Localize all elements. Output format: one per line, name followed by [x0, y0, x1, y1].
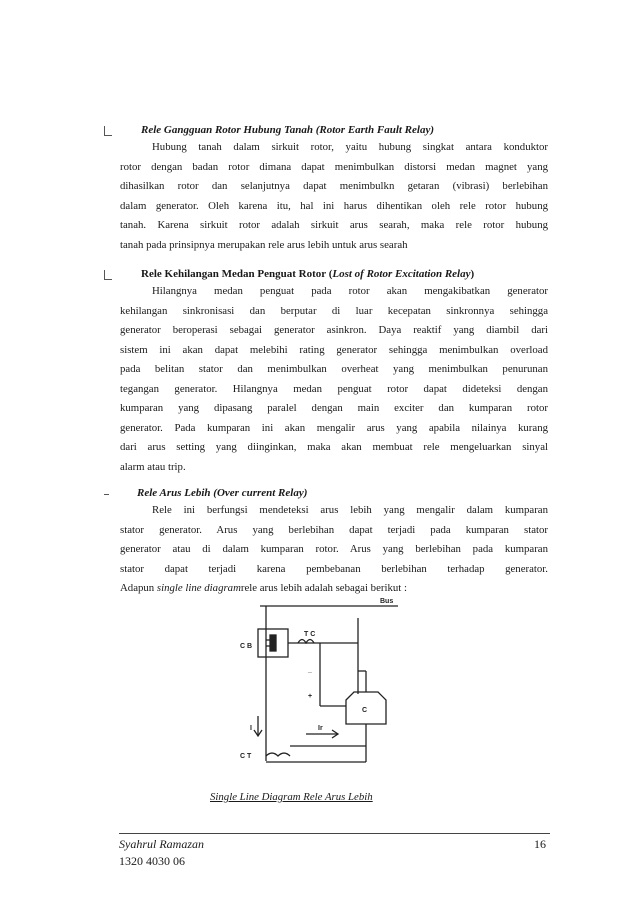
bullet-icon: [104, 270, 112, 280]
label-i: I: [250, 725, 252, 732]
current-transformer: [266, 753, 290, 756]
text-line: Hilangnya medan penguat pada rotor akan mengakibatkan generator: [152, 285, 548, 297]
text-line: generator beroperasi sebagai generator asinkron. Daya reaktif yang diambil dari: [120, 324, 548, 336]
section-paragraph: [120, 501, 548, 599]
section-paragraph: [120, 138, 548, 255]
text-line: kumparan yang dipasang paralel dengan main exciter dan kumparan rotor: [120, 402, 548, 414]
text-line: rotor dengan badan rotor dimana dapat menimbulkan distorsi medan magnet yang: [120, 160, 548, 173]
text-line: tegangan generator. Hilangnya medan penguat rotor dapat dideteksi dengan: [120, 382, 548, 395]
section-heading: [141, 266, 548, 282]
text-run-italic: single line diagram: [156, 582, 241, 594]
heading-end: ): [470, 268, 475, 280]
bullet-icon: [104, 489, 109, 495]
text-line: stator dapat terjadi karena pembebanan berlebihan terhadap generator.: [120, 562, 548, 575]
label-bus: Bus: [380, 598, 394, 605]
text-run: rele arus lebih adalah sebagai berikut :: [240, 582, 407, 594]
text-line: generator atau di dalam kumparan rotor. Arus yang berlebihan pada kumparan: [120, 543, 548, 555]
section-rotor-earth-fault: [104, 122, 548, 255]
label-plus: +: [308, 693, 313, 700]
bullet-icon: [104, 126, 112, 136]
text-line: Hubung tanah dalam sirkuit rotor, yaitu hubung singkat antara konduktor: [152, 141, 548, 153]
section-overcurrent: [104, 485, 548, 599]
text-line: dalam generator. Oleh karena itu, hal ini harus dihentikan oleh rele rotor hubung: [120, 199, 548, 212]
text-line: kehilangan sinkronisasi dan berputar di luar kecepatan sinkronnya sehingga: [120, 304, 548, 317]
footer-divider: [119, 833, 550, 834]
text-line: tanah pada prinsipnya merupakan rele arus lebih untuk arus searah: [120, 238, 408, 251]
text-line: dari arus setting yang diinginkan, maka akan membuat rele mengeluarkan sinyal: [120, 441, 548, 453]
footer-author: Syahrul Ramazan: [119, 837, 204, 851]
text-line: sistem ini akan dapat melebihi rating generator sehingga menimbulkan overload: [120, 343, 548, 356]
page-number: 16: [534, 837, 546, 851]
text-run: Adapun: [120, 582, 157, 594]
label-tc: T C: [304, 631, 316, 638]
section-heading: Rele Gangguan Rotor Hubung Tanah (Rotor Earth Fault Relay): [141, 124, 434, 136]
label-minus: _: [308, 667, 312, 674]
text-line: alarm atau trip.: [120, 460, 186, 473]
label-c: C: [362, 707, 368, 714]
heading-main: Rele Kehilangan Medan Penguat Rotor (: [141, 268, 333, 280]
single-line-diagram: [238, 596, 413, 786]
section-loss-of-excitation: [104, 266, 548, 477]
footer-student-id: 1320 4030 06: [119, 854, 185, 868]
text-line: Rele ini berfungsi mendeteksi arus lebih yang mengalir dalam kumparan: [152, 504, 548, 516]
text-line: generator. Pada kumparan ini akan mengalir arus yang apabila nilainya kurang: [120, 421, 548, 434]
section-paragraph: [120, 282, 548, 477]
heading-italic: Lost of Rotor Excitation Relay: [332, 268, 471, 280]
text-line: pada belitan stator dan menimbulkan overheat yang menimbulkan penurunan: [120, 363, 548, 375]
label-ir: Ir: [318, 725, 323, 732]
section-heading: Rele Arus Lebih (Over current Relay): [137, 487, 308, 499]
figure-caption: Single Line Diagram Rele Arus Lebih: [210, 791, 373, 803]
text-line: dihasilkan rotor dan selanjutnya dapat menimbulkn getaran (vibrasi) berlebihan: [120, 180, 548, 192]
label-cb: C B: [240, 643, 253, 650]
text-line: tanah. Karena sirkuit rotor adalah sirkuit arus searah, maka rele rotor hubung: [120, 219, 548, 231]
label-ct: C T: [240, 753, 252, 760]
text-line: stator generator. Arus yang berlebihan dapat terjadi pada kumparan stator: [120, 523, 548, 536]
